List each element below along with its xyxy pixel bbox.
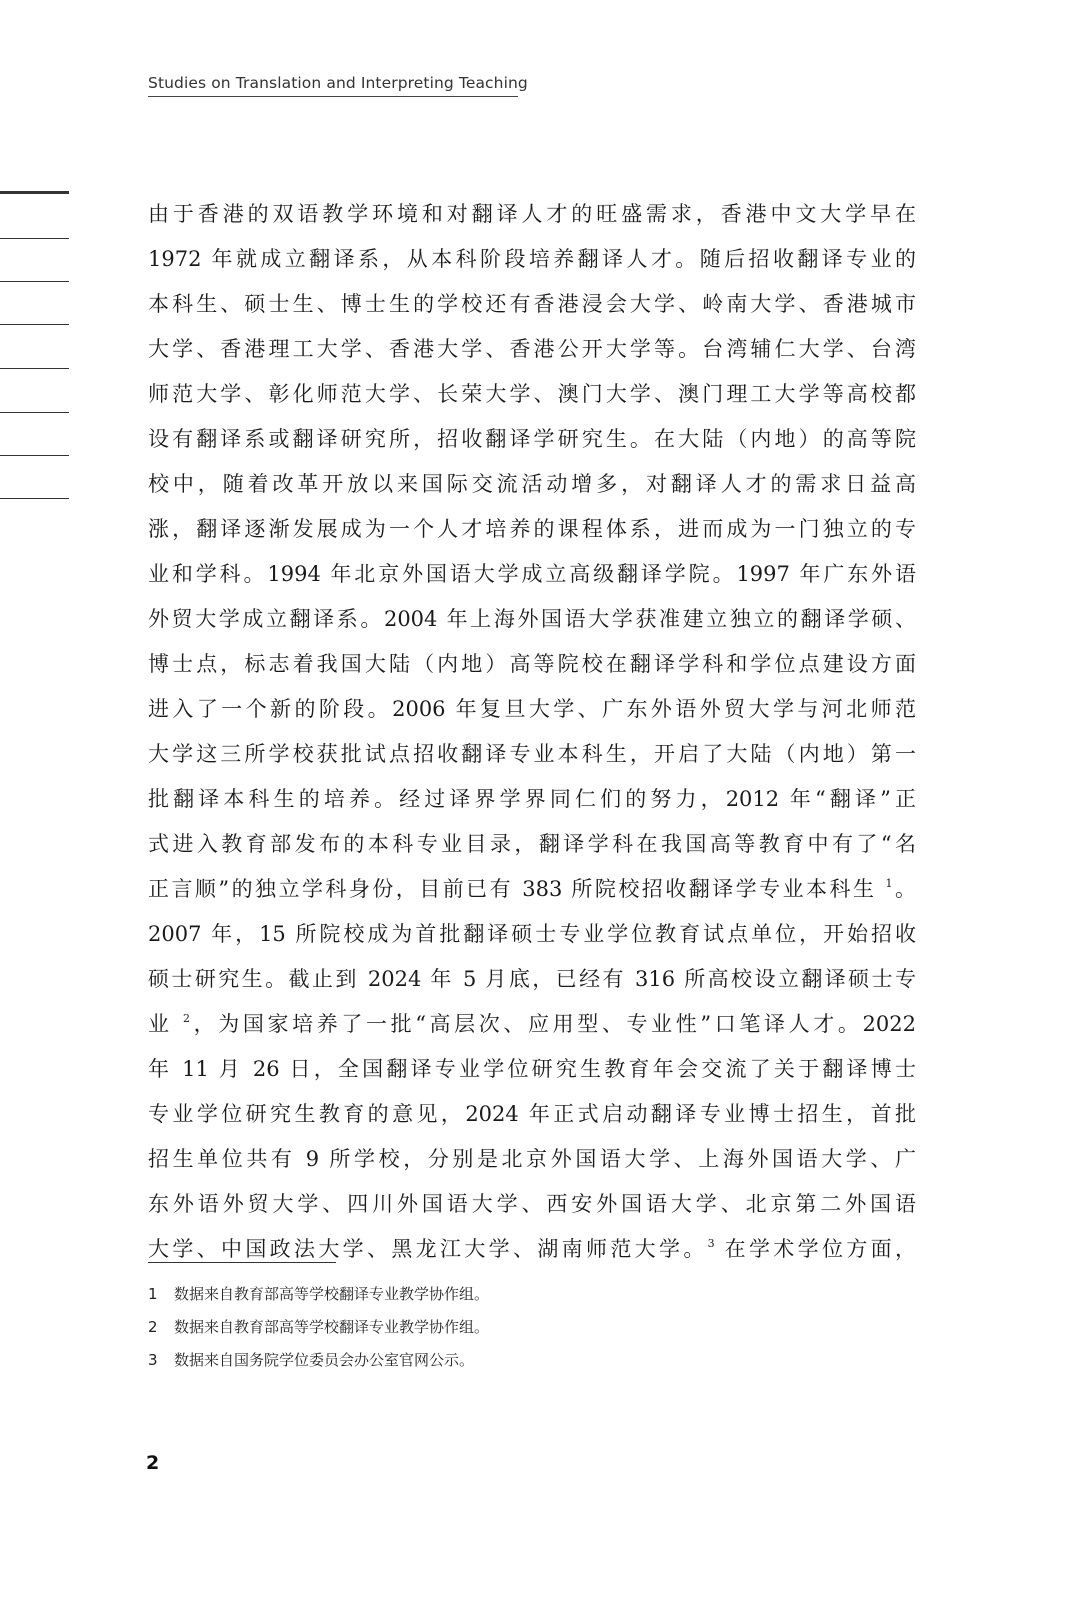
body-line-text: 1972 年就成立翻译系，从本科阶段培养翻译人才。随后招收翻译专业的 [148, 247, 916, 271]
body-line [148, 507, 916, 552]
footnote-text: 数据来自国务院学位委员会办公室官网公示。 [174, 1351, 475, 1369]
body-line [148, 552, 916, 597]
body-line [148, 192, 916, 237]
footnote-item [148, 1311, 489, 1344]
body-line-text: 业 [148, 1012, 183, 1036]
body-line [148, 1227, 916, 1272]
footnote-reference: 2 [182, 1012, 190, 1025]
body-paragraph [148, 192, 916, 1272]
body-line [148, 912, 916, 957]
body-line-text: 批翻译本科生的培养。经过译界学界同仁们的努力，2012 年“翻译”正 [148, 787, 916, 811]
footnote-text: 数据来自教育部高等学校翻译专业教学协作组。 [174, 1318, 490, 1336]
body-line-text: 设有翻译系或翻译研究所，招收翻译学研究生。在大陆（内地）的高等院 [148, 427, 916, 451]
body-line-text: 大学这三所学校获批试点招收翻译专业本科生，开启了大陆（内地）第一 [148, 742, 916, 766]
page-number: 2 [146, 1452, 160, 1474]
body-line-text: 大学、中国政法大学、黑龙江大学、湖南师范大学。 [148, 1237, 708, 1261]
body-line [148, 1137, 916, 1182]
body-line [148, 462, 916, 507]
running-header-title: Studies on Translation and Interpreting Teaching [148, 74, 528, 92]
body-line [148, 957, 916, 1002]
margin-line [0, 412, 69, 413]
body-line-text: 正言顺”的独立学科身份，目前已有 383 所院校招收翻译学专业本科生 [148, 877, 886, 901]
margin-line [0, 324, 69, 325]
body-line-text: 年 11 月 26 日，全国翻译专业学位研究生教育年会交流了关于翻译博士 [148, 1057, 916, 1081]
body-line-text: 外贸大学成立翻译系。2004 年上海外国语大学获准建立独立的翻译学硕、 [148, 607, 916, 631]
body-line-text: 2007 年，15 所院校成为首批翻译硕士专业学位教育试点单位，开始招收 [148, 922, 916, 946]
body-line-text: 师范大学、彰化师范大学、长荣大学、澳门大学、澳门理工大学等高校都 [148, 382, 916, 406]
body-line [148, 1182, 916, 1227]
body-line [148, 822, 916, 867]
margin-line [0, 281, 69, 282]
body-line-text: 进入了一个新的阶段。2006 年复旦大学、广东外语外贸大学与河北师范 [148, 697, 916, 721]
body-line [148, 867, 916, 912]
body-line [148, 1092, 916, 1137]
body-line-text: 博士点，标志着我国大陆（内地）高等院校在翻译学科和学位点建设方面 [148, 652, 916, 676]
body-line [148, 372, 916, 417]
body-line [148, 687, 916, 732]
footnote-reference: 1 [885, 877, 893, 890]
body-line-text: 大学、香港理工大学、香港大学、香港公开大学等。台湾辅仁大学、台湾 [148, 337, 916, 361]
footnote-item [148, 1344, 489, 1377]
body-line-tail: 在学术学位方面， [714, 1237, 916, 1261]
margin-line [0, 368, 69, 369]
footnote-number: 1 [148, 1285, 158, 1303]
margin-line [0, 191, 69, 194]
body-line [148, 282, 916, 327]
body-line [148, 642, 916, 687]
body-line-text: 由于香港的双语教学环境和对翻译人才的旺盛需求，香港中文大学早在 [148, 202, 916, 226]
footnote-number: 3 [148, 1351, 158, 1369]
footnote-text: 数据来自教育部高等学校翻译专业教学协作组。 [174, 1285, 490, 1303]
body-line [148, 417, 916, 462]
body-line [148, 237, 916, 282]
body-line-text: 招生单位共有 9 所学校，分别是北京外国语大学、上海外国语大学、广 [148, 1147, 916, 1171]
margin-line [0, 238, 69, 239]
footnotes [148, 1278, 489, 1377]
body-line-tail: 。 [892, 877, 917, 901]
body-line-text: 式进入教育部发布的本科专业目录，翻译学科在我国高等教育中有了“名 [148, 832, 916, 856]
body-line [148, 327, 916, 372]
body-line [148, 1002, 916, 1047]
footnote-number: 2 [148, 1318, 158, 1336]
footnote-reference: 3 [707, 1237, 715, 1250]
margin-line [0, 455, 69, 456]
body-line-tail: ，为国家培养了一批“高层次、应用型、专业性”口笔译人才。2022 [189, 1012, 916, 1036]
body-line [148, 777, 916, 822]
body-line-text: 本科生、硕士生、博士生的学校还有香港浸会大学、岭南大学、香港城市 [148, 292, 916, 316]
body-line [148, 1047, 916, 1092]
body-line [148, 732, 916, 777]
body-line-text: 校中，随着改革开放以来国际交流活动增多，对翻译人才的需求日益高 [148, 472, 916, 496]
body-line-text: 东外语外贸大学、四川外国语大学、西安外国语大学、北京第二外国语 [148, 1192, 916, 1216]
body-line-text: 业和学科。1994 年北京外国语大学成立高级翻译学院。1997 年广东外语 [148, 562, 916, 586]
body-line-text: 专业学位研究生教育的意见，2024 年正式启动翻译专业博士招生，首批 [148, 1102, 916, 1126]
margin-line [0, 498, 69, 499]
body-line-text: 硕士研究生。截止到 2024 年 5 月底，已经有 316 所高校设立翻译硕士专 [148, 967, 916, 991]
header-rule [148, 96, 518, 97]
body-line-text: 涨，翻译逐渐发展成为一个人才培养的课程体系，进而成为一门独立的专 [148, 517, 916, 541]
body-line [148, 597, 916, 642]
footnote-item [148, 1278, 489, 1311]
footnote-rule [148, 1262, 336, 1263]
